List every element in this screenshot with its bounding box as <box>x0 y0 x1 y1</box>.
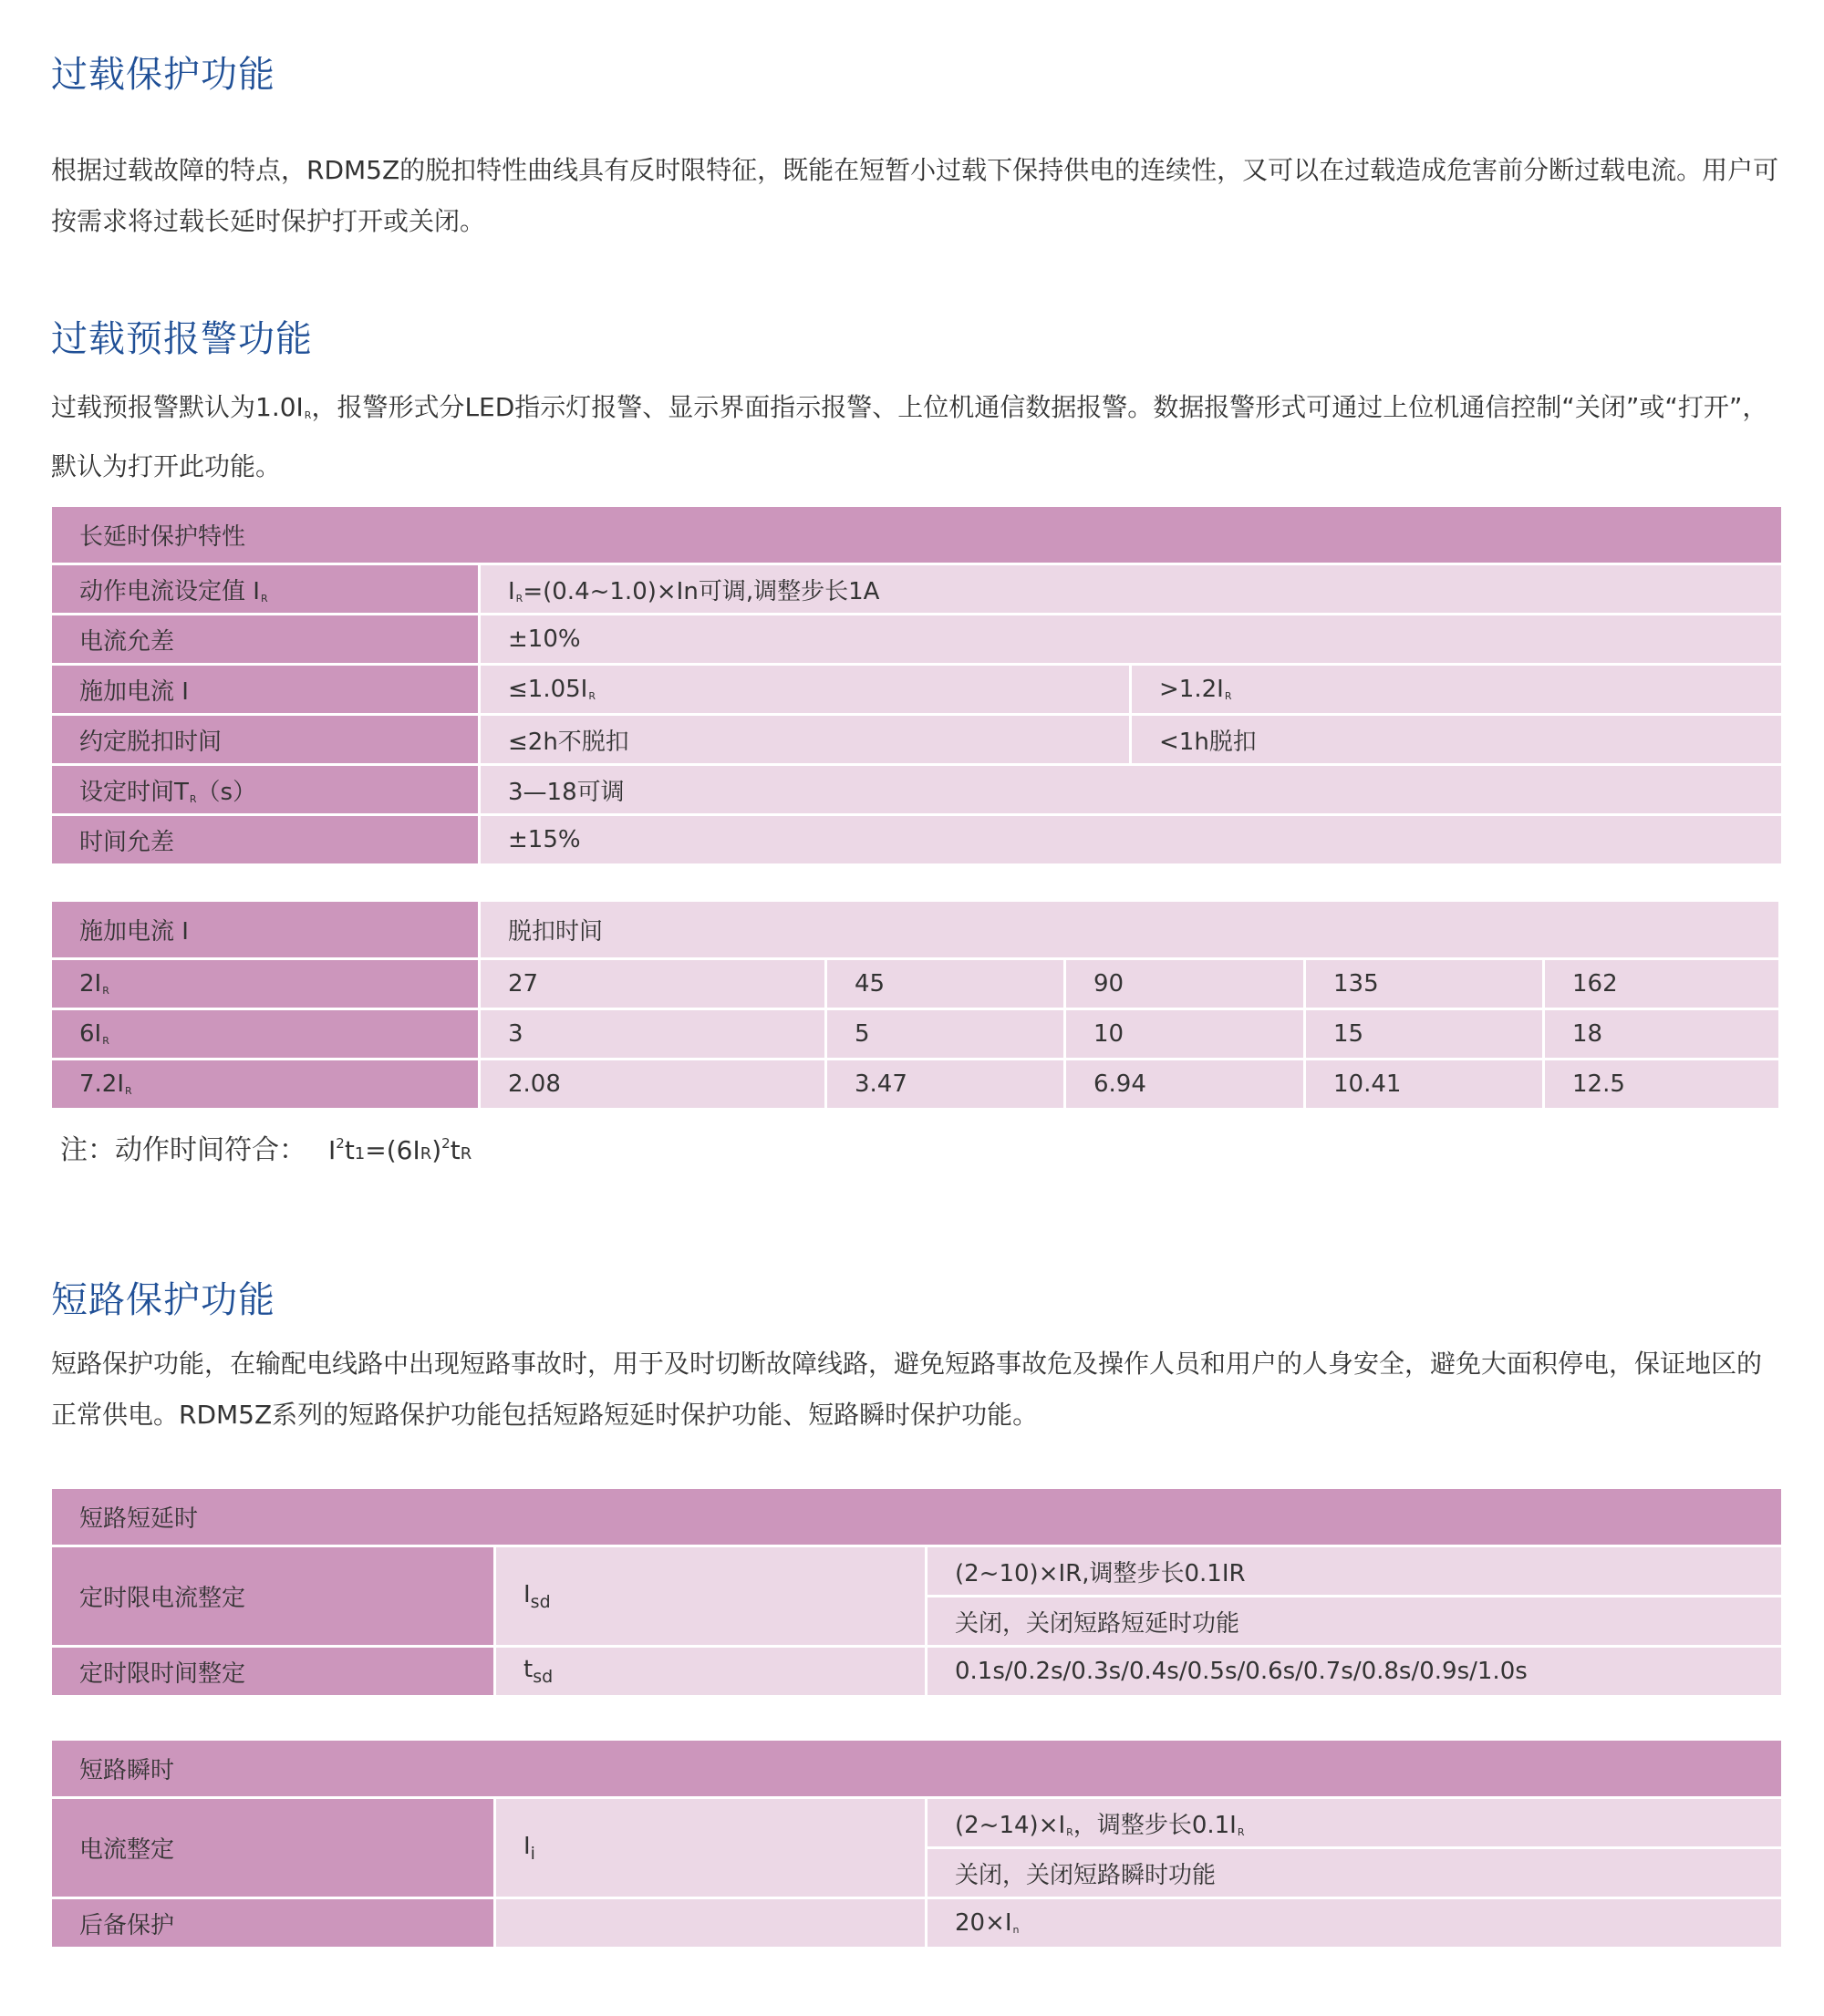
current-setting-value: $I_R=(0.4\sim 1.0)\times In$可调,调整步长1A <box>481 565 1781 613</box>
table-cell: 10 <box>1066 1010 1303 1058</box>
time-tolerance-value: ±15% <box>481 816 1781 863</box>
prealarm-description: 过载预报警默认为$1.0I_R$，报警形式分LED指示灯报警、显示界面指示报警、上位机通信数据报警。数据报警形式可通过上位机通信控制“关闭”或“打开”，默认为打开此功能。 <box>51 392 1768 481</box>
table-cell: 5 <box>827 1010 1063 1058</box>
note-prefix: 注：动作时间符合： <box>60 1134 306 1166</box>
row-label: $7.2I_R$ <box>52 1060 478 1108</box>
short-delay-current-range: (2~10)×IR,调整步长0.1IR <box>928 1547 1781 1595</box>
table-cell: 162 <box>1545 960 1778 1008</box>
overload-heading: 过载保护功能 <box>51 54 275 96</box>
instant-table <box>49 1738 1784 1949</box>
table-cell: 3 <box>481 1010 824 1058</box>
applied-current-low: $\le 1.05I_R$ <box>481 666 1129 713</box>
table-cell: 12.5 <box>1545 1060 1778 1108</box>
trip-time-label: 约定脱扣时间 <box>52 716 478 763</box>
table-cell: 6.94 <box>1066 1060 1303 1108</box>
applied-current-label: 施加电流 I <box>52 666 478 713</box>
short-delay-time-label: 定时限时间整定 <box>52 1648 493 1695</box>
table-cell: 3.47 <box>827 1060 1063 1108</box>
prealarm-heading: 过载预报警功能 <box>51 318 313 360</box>
current-tolerance-label: 电流允差 <box>52 615 478 663</box>
short-circuit-description: 短路保护功能，在输配电线路中出现短路事故时，用于及时切断故障线路，避免短路事故危及操作人员和用户的人身安全，避免大面积停电，保证地区的正常供电。RDM5Z系列的短路保护功能包括短路短延时保护功能、短路瞬时保护功能。 <box>51 1349 1763 1430</box>
short-delay-current-label: 定时限电流整定 <box>52 1547 493 1645</box>
backup-protection-symbol <box>496 1899 925 1947</box>
short-delay-current-symbol: $I_{sd}$ <box>496 1547 925 1645</box>
long-delay-table <box>49 504 1784 866</box>
row-label: $2I_R$ <box>52 960 478 1008</box>
instant-header: 短路瞬时 <box>52 1741 1781 1796</box>
trip-time-low: ≤2h不脱扣 <box>481 716 1129 763</box>
instant-current-off: 关闭，关闭短路瞬时功能 <box>928 1849 1781 1897</box>
short-delay-time-symbol: $t_{sd}$ <box>496 1648 925 1695</box>
trip-formula-note <box>60 1127 472 1167</box>
short-delay-table <box>49 1486 1784 1698</box>
long-delay-header: 长延时保护特性 <box>52 507 1781 563</box>
applied-current-high: $>1.2I_R$ <box>1132 666 1781 713</box>
table-cell: 27 <box>481 960 824 1008</box>
time-tolerance-label: 时间允差 <box>52 816 478 863</box>
table-row <box>52 1060 1778 1108</box>
overload-description: 根据过载故障的特点，RDM5Z的脱扣特性曲线具有反时限特征，既能在短暂小过载下保持供电的连续性，又可以在过载造成危害前分断过载电流。用户可按需求将过载长延时保护打开或关闭。 <box>51 155 1779 236</box>
formula: $I^2t1=(6IR)^2tR$ <box>328 1135 472 1165</box>
trip-table-col-time: 脱扣时间 <box>481 902 1778 957</box>
table-cell: 18 <box>1545 1010 1778 1058</box>
row-label: $6I_R$ <box>52 1010 478 1058</box>
table-cell: 2.08 <box>481 1060 824 1108</box>
current-tolerance-value: ±10% <box>481 615 1781 663</box>
instant-current-label: 电流整定 <box>52 1799 493 1897</box>
short-delay-time-value: 0.1s/0.2s/0.3s/0.4s/0.5s/0.6s/0.7s/0.8s/0.9s/1.0s <box>928 1648 1781 1695</box>
table-cell: 10.41 <box>1306 1060 1542 1108</box>
short-delay-header: 短路短延时 <box>52 1489 1781 1545</box>
instant-current-symbol: $I_i$ <box>496 1799 925 1897</box>
set-time-value: 3—18可调 <box>481 766 1781 813</box>
table-cell: 45 <box>827 960 1063 1008</box>
instant-current-range: $(2\sim 14)\times I_R$，调整步长$0.1I_R$ <box>928 1799 1781 1846</box>
set-time-label: 设定时间$T_R(s)$ <box>52 766 478 813</box>
table-row <box>52 1010 1778 1058</box>
table-cell: 90 <box>1066 960 1303 1008</box>
table-cell: 135 <box>1306 960 1542 1008</box>
table-row <box>52 960 1778 1008</box>
short-delay-current-off: 关闭，关闭短路短延时功能 <box>928 1597 1781 1645</box>
current-setting-label: 动作电流设定值 $I_R$ <box>52 565 478 613</box>
short-circuit-heading: 短路保护功能 <box>51 1279 275 1321</box>
backup-protection-value: $20\times I_n$ <box>928 1899 1781 1947</box>
table-cell: 15 <box>1306 1010 1542 1058</box>
trip-table-col-current: 施加电流 I <box>52 902 478 957</box>
trip-time-high: <1h脱扣 <box>1132 716 1781 763</box>
backup-protection-label: 后备保护 <box>52 1899 493 1947</box>
trip-time-table <box>49 899 1781 1111</box>
